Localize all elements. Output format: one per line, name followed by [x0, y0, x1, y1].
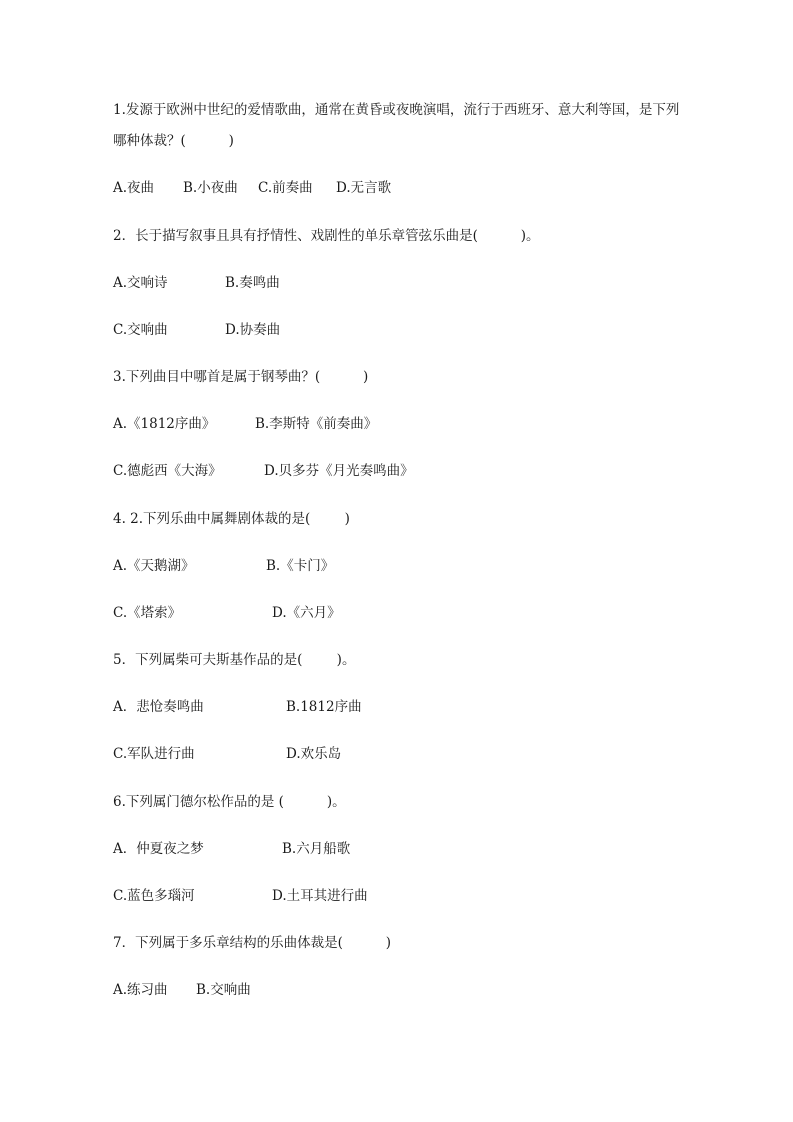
question-1-line-1: 1.发源于欧洲中世纪的爱情歌曲，通常在黄昏或夜晚演唱，流行于西班牙、意大利等国，是下列 [113, 102, 680, 118]
question-5-option-c: C.军队进行曲 [113, 746, 195, 762]
question-3-option-b: B.李斯特《前奏曲》 [255, 416, 378, 432]
question-7-option-a: A.练习曲 [113, 982, 168, 998]
question-4-line-1: 4. 2.下列乐曲中属舞剧体裁的是( ) [113, 511, 350, 527]
question-3-option-d: D.贝多芬《月光奏鸣曲》 [264, 463, 414, 479]
question-2-option-d: D.协奏曲 [225, 322, 281, 338]
question-5-option-b: B.1812序曲 [286, 699, 362, 715]
question-1-option-c: C.前奏曲 [258, 180, 313, 196]
question-1-option-a: A.夜曲 [113, 180, 155, 196]
question-1-option-b: B.小夜曲 [183, 180, 238, 196]
question-2-option-a: A.交响诗 [113, 275, 168, 291]
question-4-option-c: C.《塔索》 [113, 605, 182, 621]
question-3-line-1: 3.下列曲目中哪首是属于钢琴曲？( ) [113, 369, 369, 385]
question-6-option-d: D.土耳其进行曲 [272, 888, 368, 904]
question-6-option-b: B.六月船歌 [282, 841, 351, 857]
question-2-line-1: 2．长于描写叙事且具有抒情性、戏剧性的单乐章管弦乐曲是( )。 [113, 228, 540, 244]
question-6-line-1: 6.下列属门德尔松作品的是 ( )。 [113, 794, 346, 810]
question-5-option-a: A．悲怆奏鸣曲 [113, 699, 204, 715]
question-5-option-d: D.欢乐岛 [286, 746, 342, 762]
question-7-line-1: 7．下列属于多乐章结构的乐曲体裁是( ) [113, 935, 392, 951]
question-1-option-d: D.无言歌 [336, 180, 392, 196]
question-6-option-c: C.蓝色多瑙河 [113, 888, 195, 904]
question-7-option-b: B.交响曲 [196, 982, 251, 998]
question-5-line-1: 5．下列属柴可夫斯基作品的是( )。 [113, 652, 356, 668]
question-2-option-b: B.奏鸣曲 [225, 275, 280, 291]
question-6-option-a: A．仲夏夜之梦 [113, 841, 204, 857]
question-4-option-b: B.《卡门》 [266, 558, 335, 574]
question-1-line-2: 哪种体裁？( ) [113, 133, 234, 149]
question-4-option-a: A.《天鹅湖》 [113, 558, 195, 574]
question-3-option-c: C.德彪西《大海》 [113, 463, 222, 479]
question-3-option-a: A.《1812序曲》 [113, 416, 216, 432]
question-4-option-d: D.《六月》 [272, 605, 341, 621]
question-2-option-c: C.交响曲 [113, 322, 168, 338]
